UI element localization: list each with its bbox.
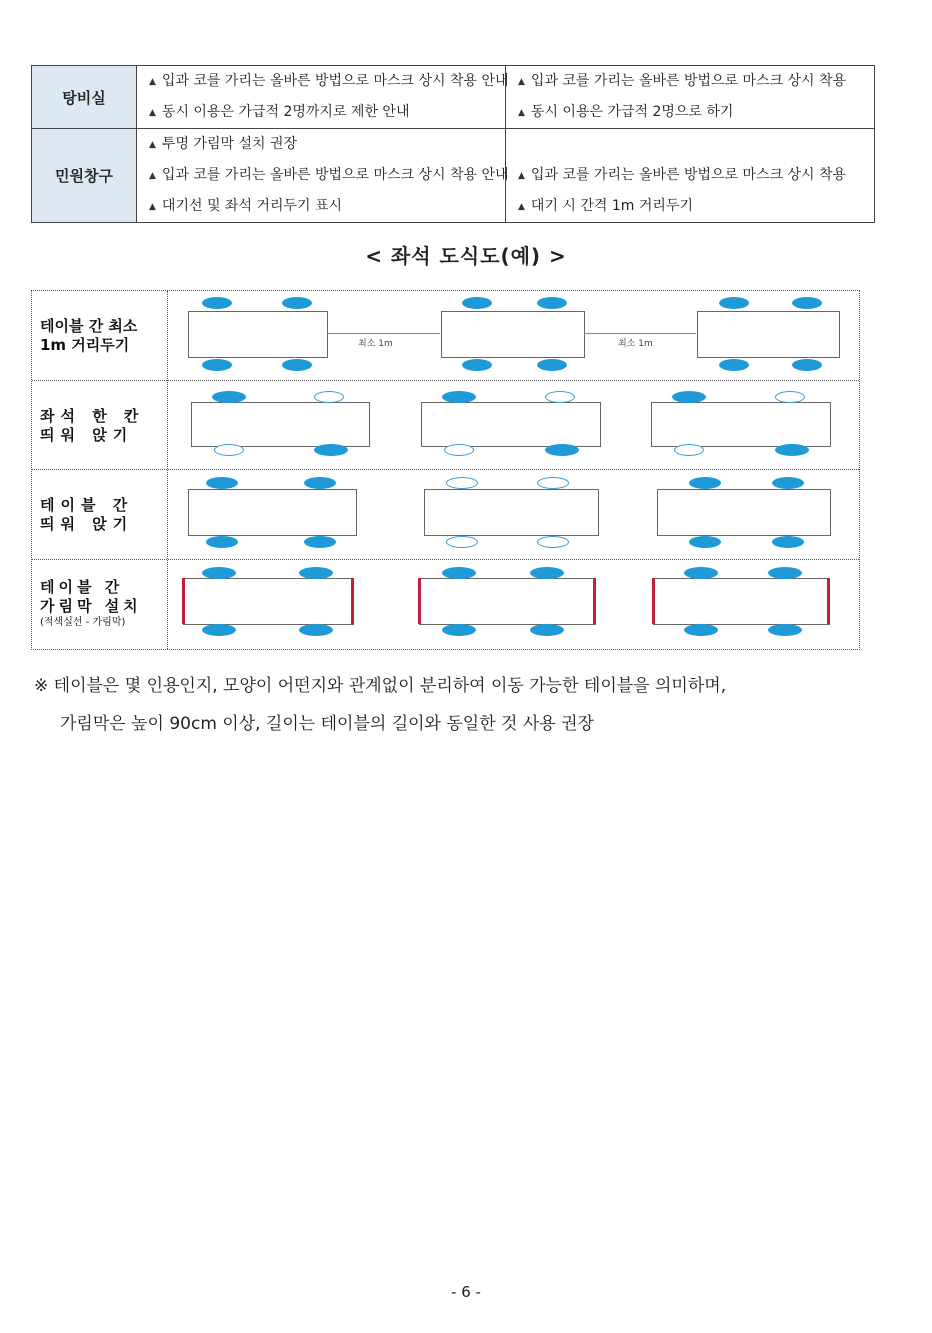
occupied-seat [772,477,804,489]
occupied-seat [545,444,579,456]
seat-diagram [31,290,860,650]
pantry-guidance-cell [137,66,509,129]
distance-arrow [327,333,440,334]
footnote [34,667,904,743]
partition-line [182,578,185,624]
diagram-title: < 좌석 도식도(예) > [365,244,567,268]
occupied-seat [442,567,476,579]
empty-seat [537,477,569,489]
partition-line [351,578,354,624]
counter-guidance-cell [137,129,509,223]
triangle-bullet-icon: ▲ [518,170,525,181]
row-label-skip-table: 테이블 간 띄워 앉기 [40,496,134,533]
row-label-partition: 테이블 간 가림막 설치 (적색실선 - 가림막) [40,578,142,628]
footnote-line: 가림막은 높이 90cm 이상, 길이는 테이블의 길이와 동일한 것 사용 권장 [60,714,594,734]
occupied-seat [689,477,721,489]
occupied-seat [689,536,721,548]
table-shape [424,489,599,536]
occupied-seat [202,567,236,579]
occupied-seat [212,391,246,403]
occupied-seat [314,444,348,456]
occupied-seat [537,297,567,309]
guideline-table [31,65,875,223]
occupied-seat [304,477,336,489]
counter-rule-cell [506,129,875,223]
empty-seat [314,391,344,403]
occupied-seat [719,359,749,371]
table-shape [188,489,357,536]
empty-seat [446,536,478,548]
triangle-bullet-icon: ▲ [518,108,525,118]
distance-label: 최소 1m [618,339,653,349]
occupied-seat [202,297,232,309]
bullet-item: ▲ 동시 이용은 가급적 2명으로 하기 [518,104,734,120]
empty-seat [545,391,575,403]
empty-seat [674,444,704,456]
row-label-skip-seat: 좌석 한 칸 띄워 앉기 [40,407,145,444]
bullet-item: ▲ 투명 가림막 설치 권장 [149,136,297,152]
triangle-bullet-icon: ▲ [518,77,525,87]
triangle-bullet-icon: ▲ [518,201,525,212]
empty-seat [775,391,805,403]
footnote-line: ※ 테이블은 몇 인용인지, 모양이 어떤지와 관계없이 분리하여 이동 가능한 테이블을 의미하며, [34,676,727,696]
occupied-seat [202,359,232,371]
bullet-item: ▲ 입과 코를 가리는 올바른 방법으로 마스크 상시 착용 안내 [149,167,509,183]
occupied-seat [442,391,476,403]
occupied-seat [768,624,802,636]
occupied-seat [299,567,333,579]
occupied-seat [304,536,336,548]
occupied-seat [772,536,804,548]
table-shape [188,311,328,358]
occupied-seat [684,567,718,579]
bullet-item: ▲ 동시 이용은 가급적 2명까지로 제한 안내 [149,104,410,120]
table-shape [697,311,840,358]
empty-seat [444,444,474,456]
row-divider [32,380,859,381]
occupied-seat [719,297,749,309]
bullet-item: ▲ 대기 시 간격 1m 거리두기 [518,197,693,214]
table-shape [191,402,370,447]
triangle-bullet-icon: ▲ [149,202,156,212]
partition-line [593,578,596,624]
table-shape [653,578,830,625]
bullet-item: ▲ 대기선 및 좌석 거리두기 표시 [149,198,343,214]
occupied-seat [282,297,312,309]
occupied-seat [792,297,822,309]
row-label-distance: 테이블 간 최소 1m 거리두기 [40,317,138,354]
occupied-seat [206,536,238,548]
partition-line [827,578,830,624]
bullet-item: ▲ 입과 코를 가리는 올바른 방법으로 마스크 상시 착용 [518,166,847,183]
row-head-pantry: 탕비실 [32,66,137,129]
occupied-seat [462,359,492,371]
occupied-seat [775,444,809,456]
row-divider [32,469,859,470]
row-head-service-counter: 민원창구 [32,129,137,223]
occupied-seat [684,624,718,636]
distance-arrow [584,333,696,334]
occupied-seat [768,567,802,579]
table-shape [421,402,601,447]
table-shape [441,311,585,358]
bullet-item: ▲ 입과 코를 가리는 올바른 방법으로 마스크 상시 착용 [518,73,847,89]
table-shape [657,489,831,536]
column-divider [167,291,168,649]
occupied-seat [462,297,492,309]
pantry-rule-cell [506,66,875,129]
table-row [32,66,875,129]
occupied-seat [299,624,333,636]
empty-seat [537,536,569,548]
empty-seat [446,477,478,489]
triangle-bullet-icon: ▲ [149,77,156,87]
occupied-seat [202,624,236,636]
occupied-seat [530,567,564,579]
triangle-bullet-icon: ▲ [149,108,156,118]
triangle-bullet-icon: ▲ [149,140,156,150]
occupied-seat [537,359,567,371]
table-row [32,129,875,223]
bullet-item: ▲ 입과 코를 가리는 올바른 방법으로 마스크 상시 착용 안내 [149,73,509,89]
partition-line [652,578,655,624]
triangle-bullet-icon: ▲ [149,171,156,181]
occupied-seat [672,391,706,403]
distance-label: 최소 1m [358,339,393,349]
row-divider [32,559,859,560]
occupied-seat [530,624,564,636]
partition-line [418,578,421,624]
table-shape [183,578,354,625]
page-number: - 6 - [451,1283,481,1301]
occupied-seat [206,477,238,489]
table-shape [419,578,596,625]
table-shape [651,402,831,447]
occupied-seat [442,624,476,636]
empty-seat [214,444,244,456]
occupied-seat [792,359,822,371]
occupied-seat [282,359,312,371]
